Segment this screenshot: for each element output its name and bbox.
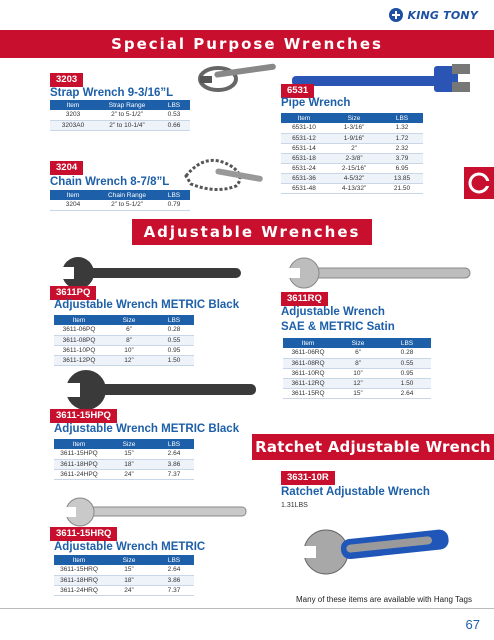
column-header: LBS [381,113,423,123]
column-header: Item [281,113,327,123]
ratchet-weight: 1.31LBS [281,502,308,509]
table-row [281,133,423,143]
table-cell: 3611-12RQ [283,378,333,388]
table-row [281,173,423,183]
table-cell: 3611-08RQ [283,358,333,368]
table-cell: 15” [104,565,154,575]
table-cell: 3203A0 [50,120,96,130]
column-header: LBS [158,100,190,110]
table-cell: 24” [104,469,154,479]
table-cell: 3611-15HRQ [54,565,104,575]
spec-table-pipe [281,113,423,194]
product-title-chain: Chain Wrench 8-7/8”L [50,176,170,188]
column-header: LBS [158,190,190,200]
product-title-hrq: Adjustable Wrench METRIC [54,541,206,553]
table-row [50,200,190,210]
side-tab [464,167,494,199]
table-cell: 3.86 [154,459,194,469]
spec-table-pq [54,315,194,366]
column-header: Size [104,439,154,449]
table-cell: 3611-10RQ [283,368,333,378]
brand-name: KING TONY [407,8,478,22]
table-cell: 8” [333,358,383,368]
table-cell: 1.50 [383,378,431,388]
section-banner-special: Special Purpose Wrenches [0,30,494,58]
table-row [54,335,194,345]
product-title-hpq: Adjustable Wrench METRIC Black [54,423,240,435]
strap-wrench-image [196,62,280,102]
column-header: Strap Range [96,100,158,110]
table-cell: 1.72 [381,133,423,143]
sku-badge-strap: 3203 [50,73,83,87]
table-cell: 13.85 [381,173,423,183]
table-cell: 2” to 5-1/2” [96,200,158,210]
table-cell: 18” [104,575,154,585]
page-number: 67 [465,617,480,632]
table-header-row [283,338,431,348]
page-divider [0,608,494,609]
table-cell: 3611-24HRQ [54,585,104,595]
table-cell: 12” [333,378,383,388]
wrench-tab-icon [464,167,494,199]
table-row [283,358,431,368]
column-header: Size [104,315,154,325]
column-header: LBS [383,338,431,348]
column-header: Item [54,439,104,449]
table-cell: 4-5/32” [327,173,381,183]
table-cell: 6531-36 [281,173,327,183]
table-cell: 0.28 [154,325,194,335]
table-row [54,585,194,595]
table-row [54,345,194,355]
table-row [54,565,194,575]
table-header-row [281,113,423,123]
table-header-row [50,190,190,200]
table-row [281,153,423,163]
table-cell: 3611-12PQ [54,355,104,365]
table-cell: 0.55 [154,335,194,345]
spec-table-hrq [54,555,194,596]
table-row [283,348,431,358]
section-banner-ratchet: Ratchet Adjustable Wrench [252,434,494,460]
spec-table-strap [50,100,190,131]
table-cell: 0.66 [158,120,190,130]
table-cell: 2” to 10-1/4” [96,120,158,130]
sku-badge-pq: 3611PQ [50,286,96,300]
sku-badge-hrq: 3611-15HRQ [50,527,117,541]
table-cell: 3203 [50,110,96,120]
table-cell: 2-3/8” [327,153,381,163]
table-cell: 6531-14 [281,143,327,153]
table-cell: 24” [104,585,154,595]
table-cell: 18” [104,459,154,469]
table-row [54,325,194,335]
section-banner-adjustable: Adjustable Wrenches [132,219,372,245]
column-header: Item [283,338,333,348]
table-cell: 3611-08PQ [54,335,104,345]
table-cell: 2.64 [383,388,431,398]
king-tony-emblem-icon [389,8,403,22]
table-row [54,459,194,469]
table-cell: 3611-10PQ [54,345,104,355]
table-header-row [54,555,194,565]
column-header: Size [104,555,154,565]
adjustable-wrench-black-large-image [58,368,258,412]
table-row [50,110,190,120]
spec-table-rq [283,338,431,399]
product-title-ratchet: Ratchet Adjustable Wrench [281,486,430,498]
sku-badge-ratchet: 3631-10R [281,471,335,485]
sku-badge-pipe: 6531 [281,84,314,98]
table-cell: 2.64 [154,565,194,575]
product-title-pipe: Pipe Wrench [281,97,351,109]
chain-wrench-image [176,146,266,196]
table-cell: 6531-12 [281,133,327,143]
table-cell: 2.64 [154,449,194,459]
column-header: Item [50,100,96,110]
column-header: LBS [154,315,194,325]
table-cell: 3611-06RQ [283,348,333,358]
table-cell: 2” [327,143,381,153]
column-header: Item [54,315,104,325]
table-row [54,469,194,479]
table-cell: 6531-10 [281,123,327,133]
spec-table-hpq [54,439,194,480]
table-cell: 15” [104,449,154,459]
sku-badge-hpq: 3611-15HPQ [50,409,117,423]
table-cell: 0.28 [383,348,431,358]
table-cell: 1.32 [381,123,423,133]
column-header: Size [327,113,381,123]
brand-logo [389,8,478,22]
table-cell: 12” [104,355,154,365]
table-cell: 3.86 [154,575,194,585]
table-cell: 0.95 [383,368,431,378]
table-row [281,183,423,193]
table-cell: 3611-18HRQ [54,575,104,585]
column-header: Size [333,338,383,348]
adjustable-wrench-chrome-image [60,496,250,528]
adjustable-wrench-satin-image [284,256,474,290]
table-cell: 3611-18HPQ [54,459,104,469]
table-cell: 6531-48 [281,183,327,193]
spec-table-chain [50,190,190,211]
table-row [50,120,190,130]
table-cell: 10” [333,368,383,378]
column-header: Chain Range [96,190,158,200]
table-cell: 4-13/32” [327,183,381,193]
product-title-pq: Adjustable Wrench METRIC Black [54,299,240,311]
table-cell: 3611-06PQ [54,325,104,335]
table-header-row [54,315,194,325]
column-header: Item [50,190,96,200]
table-cell: 6531-18 [281,153,327,163]
table-cell: 6.95 [381,163,423,173]
table-cell: 2.32 [381,143,423,153]
table-cell: 3.79 [381,153,423,163]
table-row [54,575,194,585]
column-header: LBS [154,555,194,565]
table-row [54,449,194,459]
table-row [54,355,194,365]
table-cell: 1.50 [154,355,194,365]
table-cell: 2-15/16” [327,163,381,173]
table-cell: 0.55 [383,358,431,368]
table-cell: 0.95 [154,345,194,355]
table-cell: 3611-15HPQ [54,449,104,459]
sku-badge-rq: 3611RQ [281,292,328,306]
table-row [281,163,423,173]
table-cell: 7.37 [154,469,194,479]
table-cell: 2” to 5-1/2” [96,110,158,120]
table-cell: 8” [104,335,154,345]
product-title-rq-line1: Adjustable Wrench [281,306,385,318]
column-header: LBS [154,439,194,449]
table-row [283,388,431,398]
table-header-row [50,100,190,110]
table-cell: 6” [104,325,154,335]
table-cell: 0.53 [158,110,190,120]
table-row [283,378,431,388]
table-cell: 1-9/16” [327,133,381,143]
table-cell: 1-3/16” [327,123,381,133]
table-cell: 3611-24HPQ [54,469,104,479]
footnote: Many of these items are available with Hang Tags [296,595,472,604]
product-title-strap: Strap Wrench 9-3/16”L [50,87,174,99]
table-cell: 15” [333,388,383,398]
column-header: Item [54,555,104,565]
table-cell: 6” [333,348,383,358]
table-cell: 0.79 [158,200,190,210]
table-row [281,123,423,133]
table-header-row [54,439,194,449]
ratchet-wrench-image [296,518,456,582]
table-row [281,143,423,153]
table-cell: 21.50 [381,183,423,193]
sku-badge-chain: 3204 [50,161,83,175]
table-cell: 3204 [50,200,96,210]
table-cell: 6531-24 [281,163,327,173]
table-cell: 10” [104,345,154,355]
table-cell: 7.37 [154,585,194,595]
table-cell: 3611-15RQ [283,388,333,398]
table-row [283,368,431,378]
product-title-rq-line2: SAE & METRIC Satin [281,321,395,333]
